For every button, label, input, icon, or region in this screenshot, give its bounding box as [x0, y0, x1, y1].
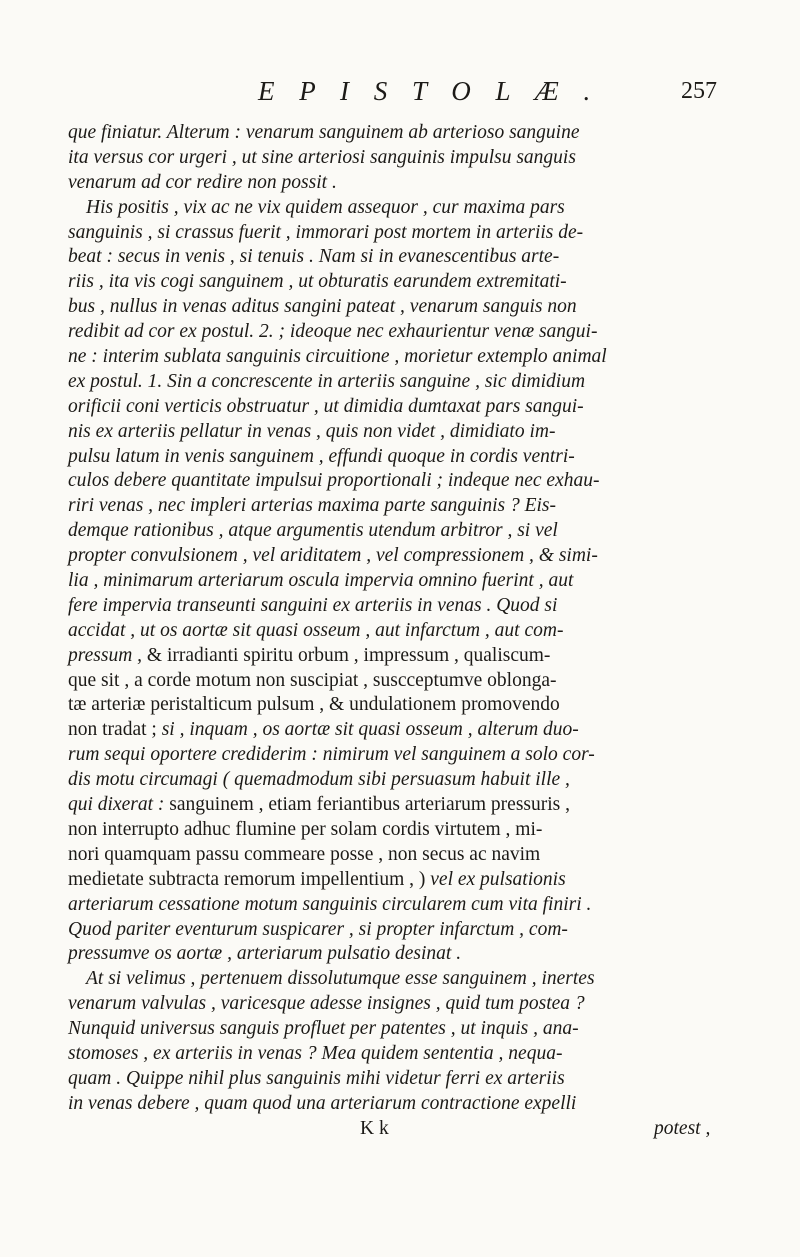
catchword: potest , — [654, 1117, 711, 1139]
text-line: fere impervia transeunti sanguini ex arteriis in venas . Quod si — [68, 594, 558, 616]
text-line: riis , ita vis cogi sanguinem , ut obturatis earundem extremitati- — [68, 271, 567, 293]
text-line: pressumve os aortæ , arteriarum pulsatio desinat . — [68, 943, 462, 965]
text-line: que sit , a corde motum non suscipiat , suscceptumve oblonga- — [68, 669, 557, 691]
italic-segment: qui dixerat : — [68, 794, 165, 816]
text-line: in venas debere , quam quod una arteriarum contractione expelli — [68, 1092, 577, 1114]
text-line: His positis , vix ac ne vix quidem assequor , cur maxima pars — [86, 196, 565, 218]
text-line: dis motu circumagi ( quemadmodum sibi persuasum habuit ille , — [68, 769, 570, 791]
text-line: rum sequi oportere crediderim : nimirum vel sanguinem a solo cor- — [68, 744, 595, 766]
text-line: pulsu latum in venis sanguinem , effundi quoque in cordis ventri- — [68, 445, 575, 467]
page-header — [0, 76, 800, 116]
text-line: que finiatur. Alterum : venarum sanguinem ab arterioso sanguine — [68, 122, 580, 143]
text-line: propter convulsionem , vel ariditatem , vel compressionem , & simi- — [68, 545, 598, 567]
text-line: beat : secus in venis , si tenuis . Nam si in evanescentibus arte- — [68, 246, 560, 268]
text-line: venarum ad cor redire non possit . — [68, 171, 337, 193]
text-line — [68, 718, 736, 743]
roman-segment: non tradat ; — [68, 719, 162, 741]
text-line: ita versus cor urgeri , ut sine arteriosi sanguinis impulsu sanguis — [68, 146, 576, 168]
italic-segment: si , inquam , os aortæ sit quasi osseum , alterum duo- — [161, 719, 579, 741]
text-lines — [68, 121, 736, 1117]
page-number: 257 — [681, 78, 717, 104]
text-line: stomoses , ex arteriis in venas ? Mea quidem sententia , nequa- — [68, 1042, 563, 1064]
text-line — [68, 868, 736, 893]
italic-segment: pressum , — [68, 644, 143, 666]
text-line: nori quamquam passu commeare posse , non secus ac navim — [68, 843, 541, 865]
text-line: culos debere quantitate impulsui proportionali ; indeque nec exhau- — [68, 470, 600, 492]
text-line: bus , nullus in venas aditus sangini pateat , venarum sanguis non — [68, 296, 577, 318]
text-line: riri venas , nec impleri arterias maxima parte sanguinis ? Eis- — [68, 495, 557, 517]
text-line: venarum valvulas , varicesque adesse insignes , quid tum postea ? — [68, 993, 585, 1015]
text-line: non interrupto adhuc flumine per solam cordis virtutem , mi- — [68, 818, 543, 840]
roman-segment: medietate subtracta remorum impellentium , ) — [68, 868, 431, 890]
text-line: sanguinis , si crassus fuerit , immorari post mortem in arteriis de- — [68, 221, 584, 243]
roman-segment: sanguinem , etiam feriantibus arteriarum pressuris , — [164, 794, 570, 816]
signature-mark: K k — [360, 1117, 389, 1139]
text-line: tæ arteriæ peristalticum pulsum , & undulationem promovendo — [68, 694, 560, 716]
text-line: ne : interim sublata sanguinis circuitione , morietur extemplo animal — [68, 346, 607, 368]
text-line: nis ex arteriis pellatur in venas , quis non videt , dimidiato im- — [68, 420, 556, 442]
text-line: Nunquid universus sanguis profluet per patentes , ut inquis , ana- — [68, 1018, 579, 1040]
text-line — [68, 793, 736, 818]
body-text — [68, 121, 736, 1142]
text-line: orificii coni verticis obstruatur , ut dimidia dumtaxat pars sangui- — [68, 395, 584, 417]
text-line — [68, 644, 736, 669]
page-footer — [68, 1117, 736, 1142]
text-line: demque rationibus , atque argumentis utendum arbitror , si vel — [68, 520, 558, 542]
italic-segment: vel ex pulsationis — [430, 868, 566, 890]
text-line: Quod pariter eventurum suspicarer , si propter infarctum , com- — [68, 918, 568, 940]
roman-segment: & irradianti spiritu orbum , impressum , qualiscum- — [142, 644, 551, 666]
text-line: At si velimus , pertenuem dissolutumque esse sanguinem , inertes — [86, 968, 595, 990]
text-line: redibit ad cor ex postul. 2. ; ideoque nec exhaurientur venæ sangui- — [68, 321, 598, 343]
running-title: E P I S T O L Æ . — [258, 76, 600, 106]
text-line: accidat , ut os aortæ sit quasi osseum , aut infarctum , aut com- — [68, 619, 564, 641]
text-line: lia , minimarum arteriarum oscula impervia omnino fuerint , aut — [68, 570, 574, 592]
text-line: quam . Quippe nihil plus sanguinis mihi videtur ferri ex arteriis — [68, 1067, 565, 1089]
text-line: ex postul. 1. Sin a concrescente in arteriis sanguine , sic dimidium — [68, 370, 586, 392]
text-line: arteriarum cessatione motum sanguinis circularem cum vita finiri . — [68, 893, 592, 915]
